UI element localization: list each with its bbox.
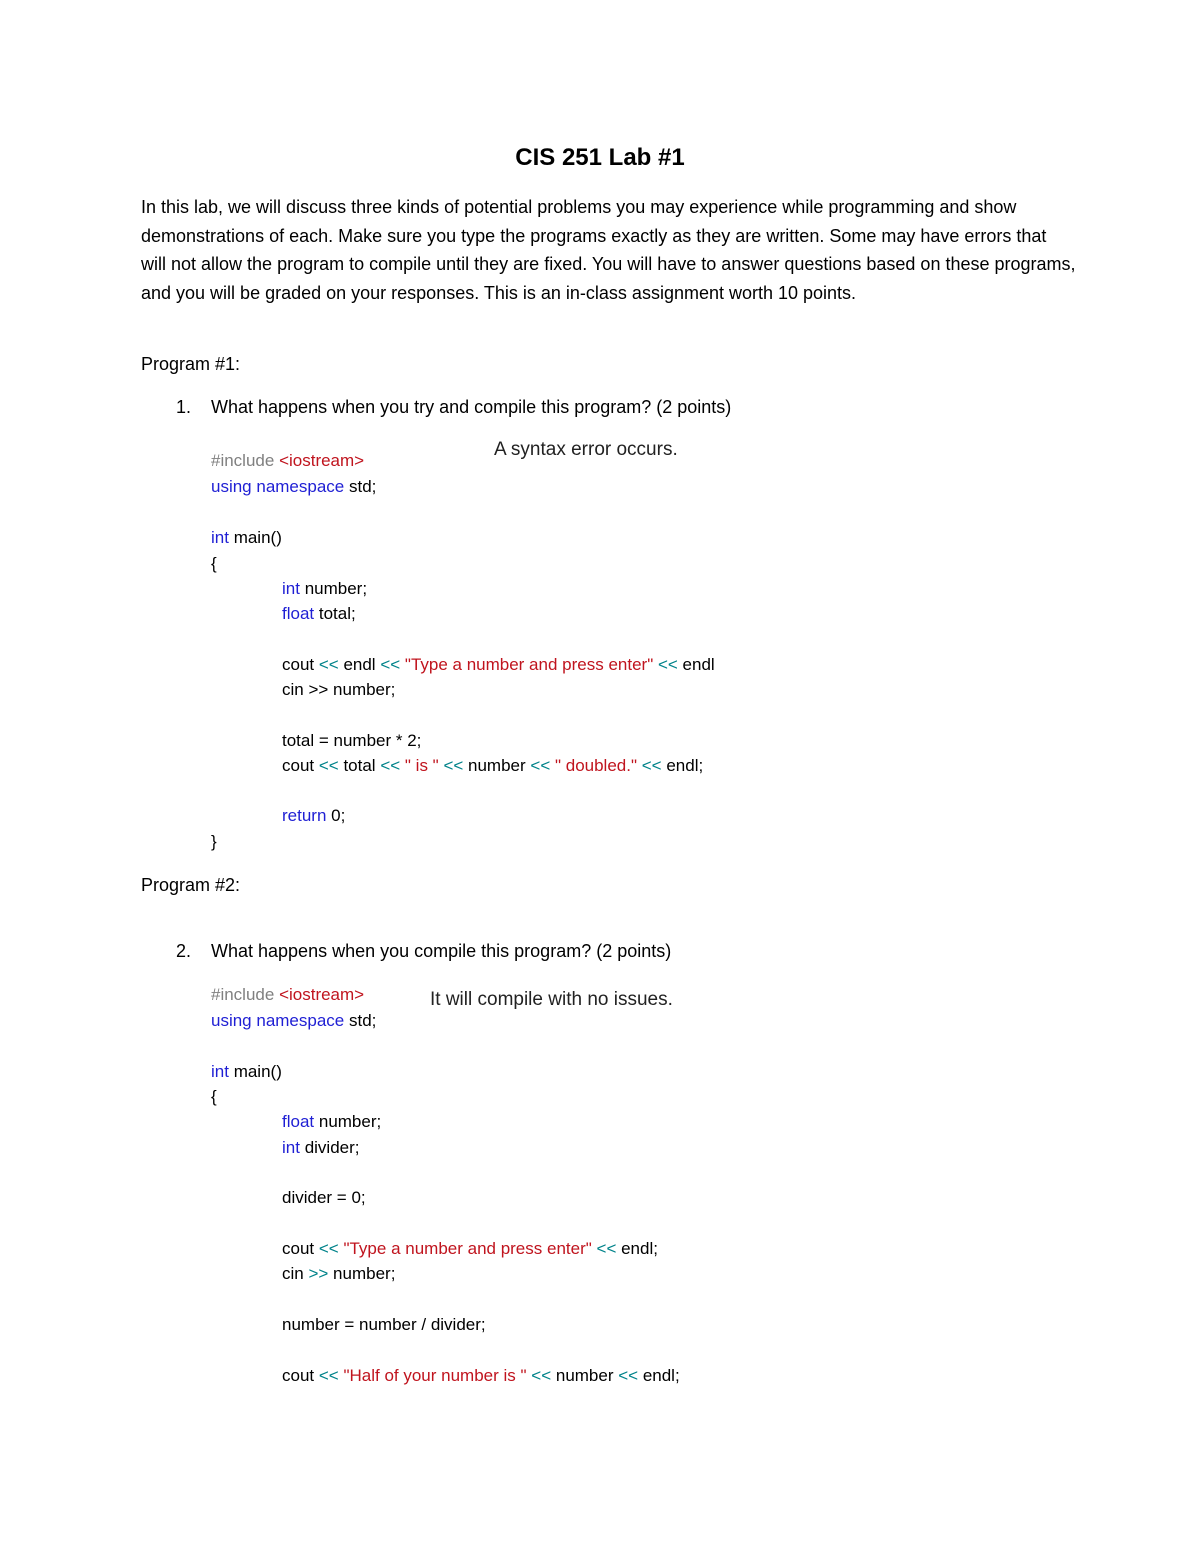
code-text: cin bbox=[282, 1264, 309, 1283]
operator: << bbox=[380, 655, 401, 674]
operator: << bbox=[318, 655, 339, 674]
code-line bbox=[282, 1239, 658, 1259]
string-literal: "Type a number and press enter" bbox=[343, 1239, 592, 1258]
keyword: float bbox=[282, 604, 315, 623]
operator: << bbox=[443, 756, 464, 775]
question-2 bbox=[176, 941, 671, 962]
code-text: endl; bbox=[616, 1239, 658, 1258]
header-name: <iostream> bbox=[279, 451, 365, 470]
code-text: endl; bbox=[661, 756, 704, 775]
code-text: cout bbox=[282, 1239, 319, 1258]
operator: << bbox=[641, 756, 662, 775]
code-text: number bbox=[551, 1366, 619, 1385]
operator: << bbox=[380, 756, 401, 775]
code-line: { bbox=[211, 554, 217, 573]
code-text: number bbox=[463, 756, 531, 775]
string-literal: "Half of your number is " bbox=[343, 1366, 527, 1385]
question-1-number: 1. bbox=[176, 397, 192, 417]
code-line bbox=[211, 1011, 376, 1031]
code-line: total = number * 2; bbox=[282, 731, 422, 750]
keyword: return bbox=[282, 806, 327, 825]
code-line: cin >> number; bbox=[282, 680, 396, 699]
code-line bbox=[211, 1062, 282, 1082]
code-line bbox=[282, 604, 356, 624]
code-text: 0; bbox=[326, 806, 346, 825]
code-line bbox=[211, 451, 364, 471]
string-literal: "Type a number and press enter" bbox=[404, 655, 654, 674]
question-1 bbox=[176, 397, 731, 418]
keyword: using namespace bbox=[211, 1011, 345, 1030]
code-text: total bbox=[338, 756, 381, 775]
keyword: int bbox=[282, 1138, 300, 1157]
code-line bbox=[282, 756, 703, 776]
operator: << bbox=[657, 655, 678, 674]
keyword: float bbox=[282, 1112, 315, 1131]
operator: << bbox=[531, 1366, 552, 1385]
answer-1: A syntax error occurs. bbox=[494, 439, 678, 460]
code-line bbox=[282, 1366, 680, 1386]
code-text: cout bbox=[282, 756, 319, 775]
code-text: std; bbox=[344, 477, 377, 496]
code-line bbox=[211, 477, 376, 497]
program1-label: Program #1: bbox=[141, 354, 241, 374]
question-2-text: What happens when you compile this program? (2 points) bbox=[211, 941, 672, 961]
code-text: cout bbox=[282, 1366, 319, 1385]
code-line bbox=[282, 806, 345, 826]
operator: << bbox=[318, 1366, 339, 1385]
code-text: number; bbox=[328, 1264, 396, 1283]
code-line: divider = 0; bbox=[282, 1188, 366, 1207]
keyword: int bbox=[211, 1062, 229, 1081]
code-text: divider; bbox=[299, 1138, 360, 1157]
code-text: endl bbox=[677, 655, 715, 674]
code-line bbox=[282, 1138, 360, 1158]
operator: << bbox=[318, 756, 339, 775]
code-line: } bbox=[211, 832, 217, 851]
code-line bbox=[282, 579, 367, 599]
question-1-text: What happens when you try and compile this program? (2 points) bbox=[211, 397, 732, 417]
code-text: cout bbox=[282, 655, 319, 674]
code-text: number; bbox=[314, 1112, 382, 1131]
string-literal: " is " bbox=[404, 756, 439, 775]
string-literal: " doubled." bbox=[554, 756, 638, 775]
code-text: main() bbox=[228, 1062, 282, 1081]
code-text: endl bbox=[338, 655, 381, 674]
code-text: total; bbox=[314, 604, 356, 623]
answer-2: It will compile with no issues. bbox=[430, 989, 673, 1010]
operator: << bbox=[318, 1239, 339, 1258]
code-line bbox=[211, 528, 282, 548]
operator: << bbox=[530, 756, 551, 775]
keyword: int bbox=[282, 579, 300, 598]
code-line bbox=[282, 1112, 381, 1132]
keyword: using namespace bbox=[211, 477, 345, 496]
operator: << bbox=[618, 1366, 639, 1385]
code-line bbox=[211, 985, 364, 1005]
preprocessor-directive: #include bbox=[211, 451, 275, 470]
code-text: number; bbox=[299, 579, 368, 598]
operator: << bbox=[596, 1239, 617, 1258]
code-line bbox=[282, 655, 715, 675]
code-text: endl; bbox=[638, 1366, 680, 1385]
intro-paragraph: In this lab, we will discuss three kinds of potential problems you may experience while programming and show demonstrations of each. Make sure you type the programs exactly as they are written. Some may have errors that will not allow the program to compile until they are fixed. You will have to answer questions based on these programs, and you will be graded on your responses. This is an in-class assignment worth 10 points. bbox=[141, 197, 1076, 303]
code-line bbox=[282, 1264, 395, 1284]
code-line: { bbox=[211, 1087, 217, 1106]
operator: >> bbox=[308, 1264, 329, 1283]
code-line: number = number / divider; bbox=[282, 1315, 486, 1334]
code-text: main() bbox=[228, 528, 282, 547]
page-title: CIS 251 Lab #1 bbox=[515, 144, 685, 171]
program2-label: Program #2: bbox=[141, 875, 241, 895]
header-name: <iostream> bbox=[279, 985, 365, 1004]
keyword: int bbox=[211, 528, 229, 547]
code-text: std; bbox=[344, 1011, 377, 1030]
preprocessor-directive: #include bbox=[211, 985, 275, 1004]
question-2-number: 2. bbox=[176, 941, 192, 961]
